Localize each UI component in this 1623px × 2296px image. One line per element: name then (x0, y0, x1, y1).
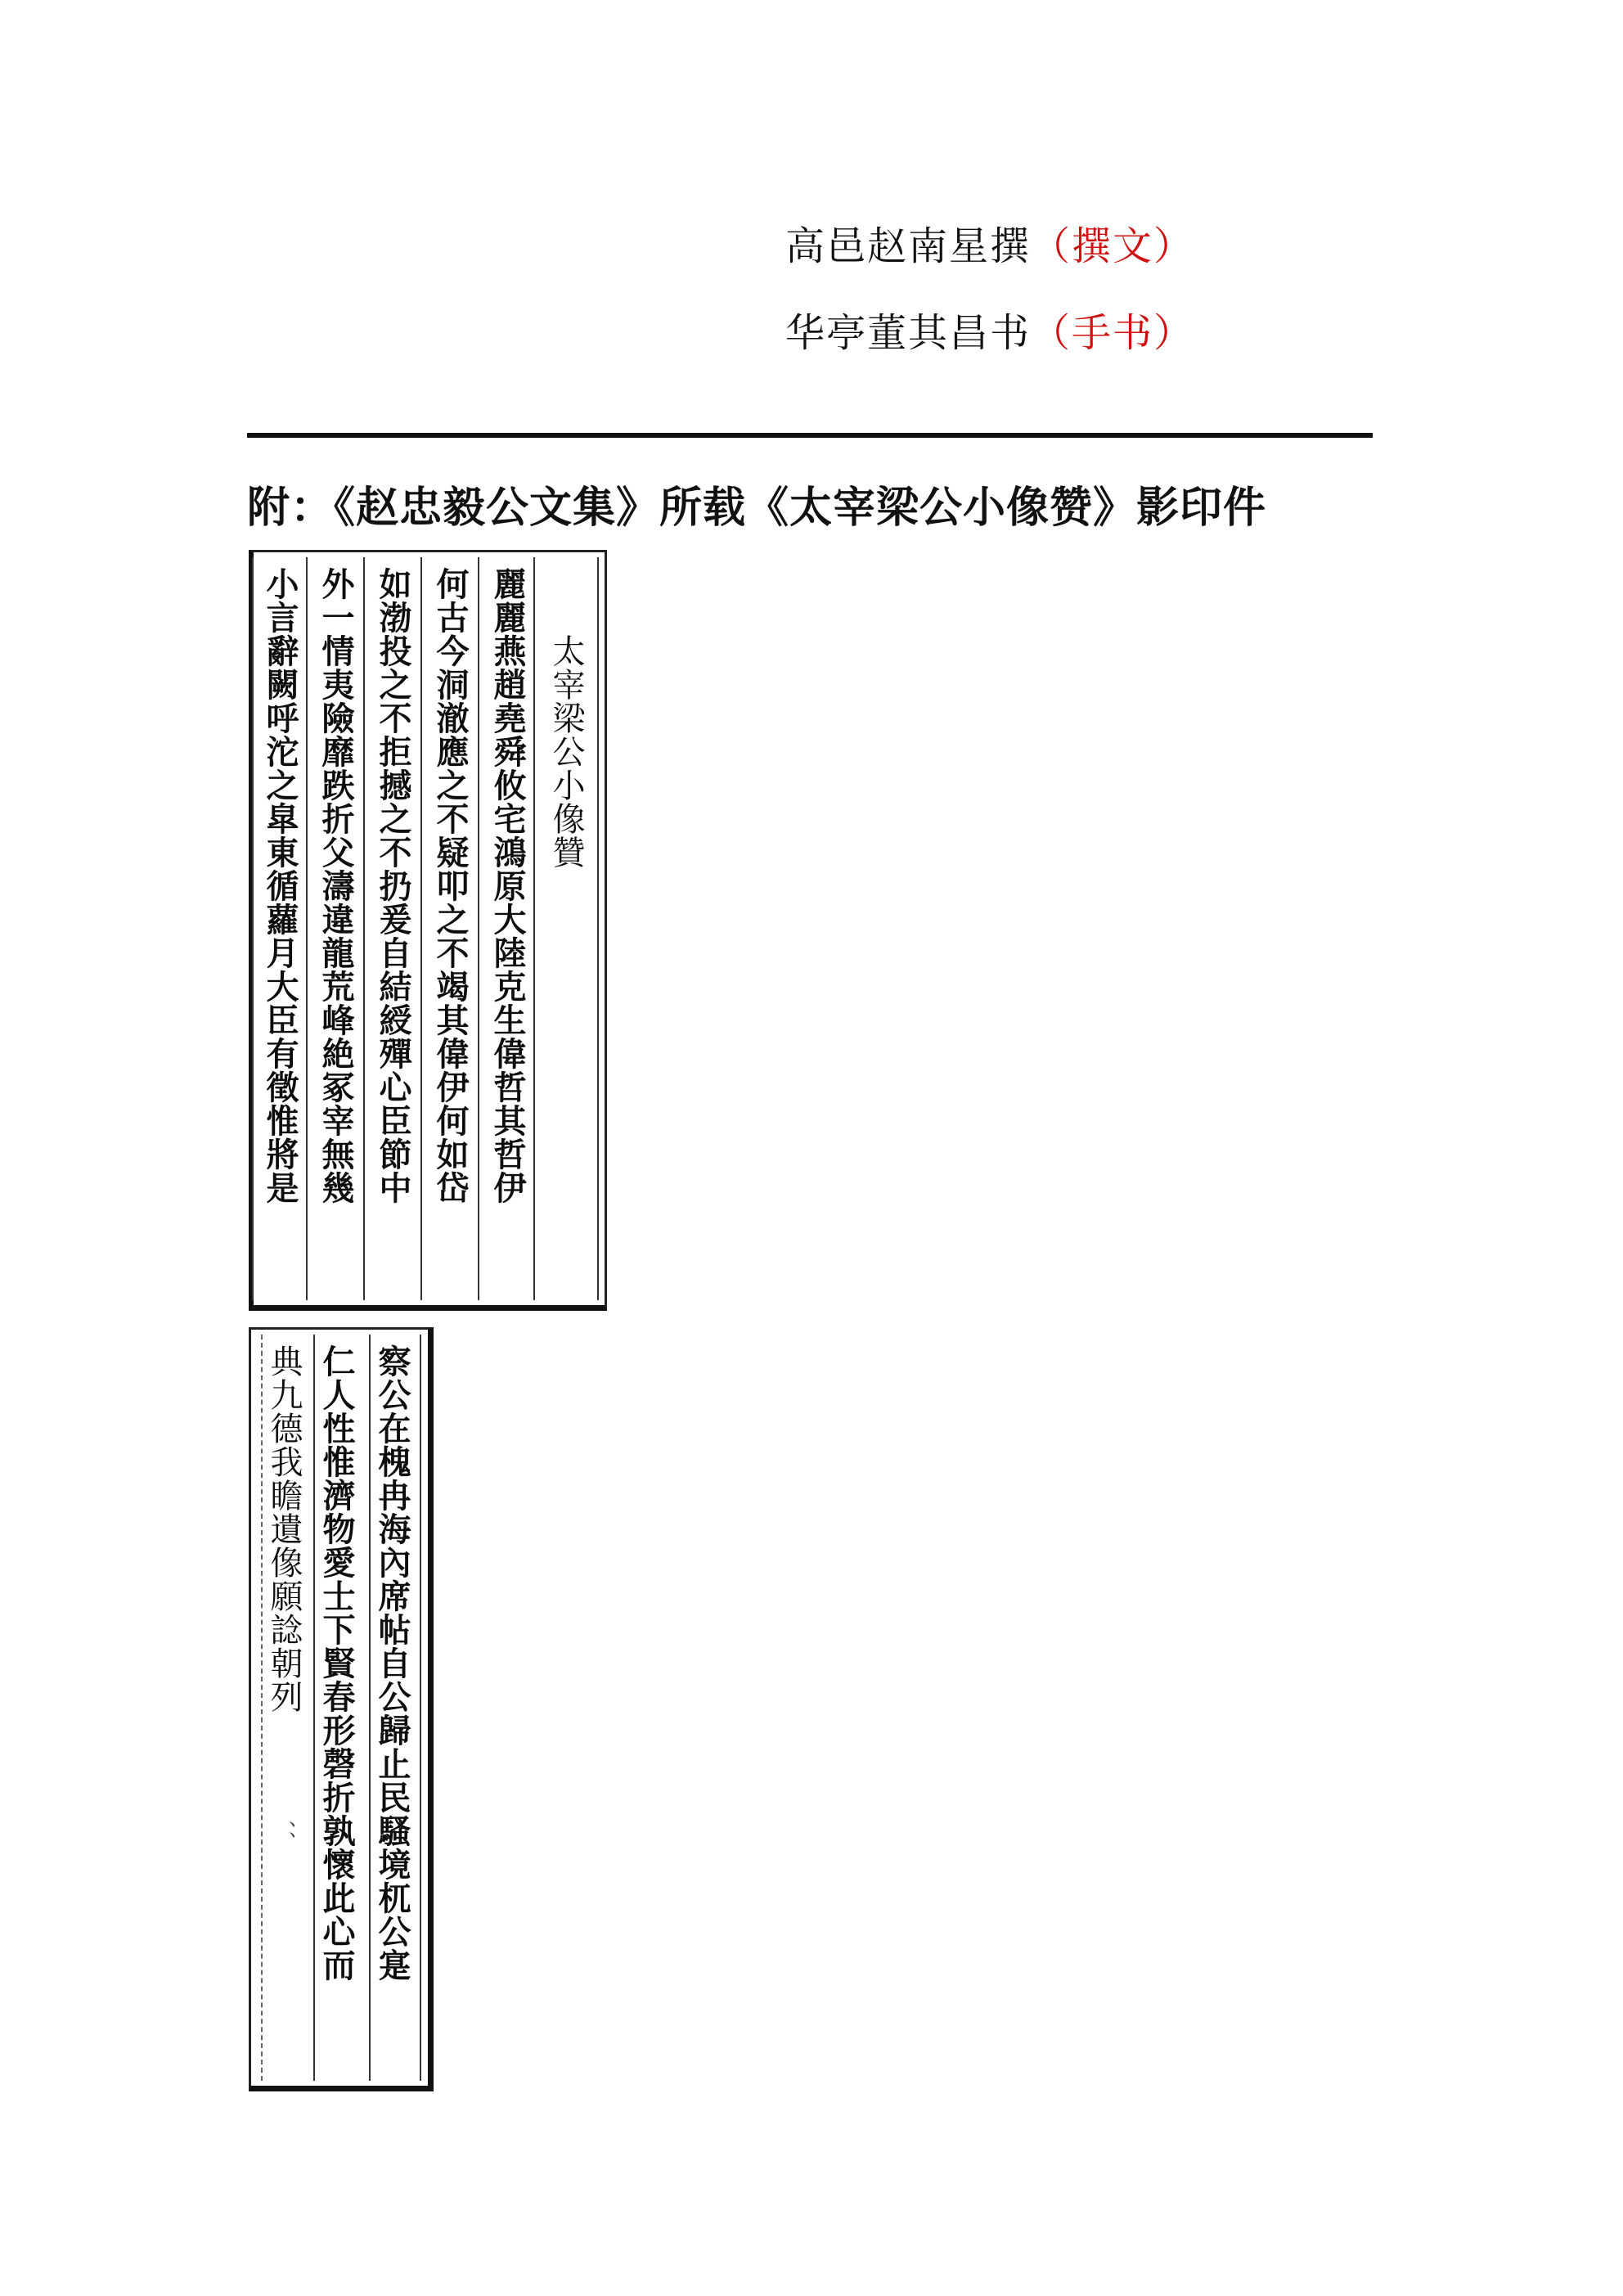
author-role: （撰文） (1031, 223, 1195, 269)
scan-column: 小言辭闕呼沱之皐東循蘿月大臣有徵惟將是 (261, 567, 299, 1204)
scan-marks: 、、 (272, 1821, 296, 1853)
author-credit (785, 214, 1194, 271)
calligrapher-credit (785, 301, 1194, 358)
scan-column: 麗麗燕趙堯舜攸宅鴻原大陸克生偉哲其哲伊 (488, 567, 527, 1204)
calligrapher-role: （手书） (1031, 310, 1195, 356)
calligrapher-name: 华亭董其昌书 (785, 310, 1032, 356)
scan-column: 察公在槐冉海內席帖自公歸止民騷境杌公寔 (373, 1344, 411, 1982)
scan-title: 太宰梁公小像贊 (547, 634, 585, 869)
section-divider (247, 433, 1373, 438)
scan-page-2 (249, 1327, 434, 2091)
appendix-caption: 附：《赵忠毅公文集》所载《太宰梁公小像赞》影印件 (247, 483, 1267, 533)
scan-column: 何古今洞澈應之不疑叩之不竭其偉伊何如岱 (431, 567, 470, 1204)
scan-column: 如渤投之不拒撼之不扔爰自結綬殫心臣節中 (374, 567, 412, 1204)
scan-column: 典九德我瞻遺像願諗朝列 (265, 1344, 303, 1713)
author-name: 高邑赵南星撰 (785, 223, 1032, 269)
scan-column: 仁人性惟濟物愛士下賢春形磬折孰懷此心而 (317, 1344, 356, 1982)
scan-column: 外一情夷險靡跌折父濤違龍荒峰絶冢宰無幾 (317, 567, 355, 1204)
scan-page-1 (249, 550, 607, 1311)
